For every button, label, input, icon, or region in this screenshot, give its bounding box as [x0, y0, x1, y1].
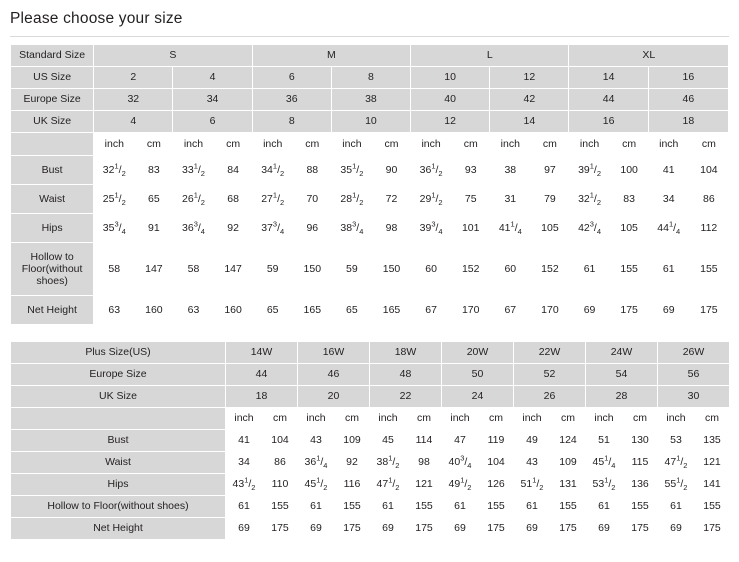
row-label-hips: Hips	[11, 474, 226, 496]
cell-hollow: 147	[214, 243, 252, 296]
cell-hips: 96	[293, 214, 331, 243]
cell-waist: $38^1/_2$	[370, 452, 407, 474]
cell-net-height: 67	[411, 296, 452, 325]
table-row-europe-size-plus	[11, 364, 730, 386]
cell-hollow: 155	[551, 496, 586, 518]
cell-hips: 105	[531, 214, 569, 243]
cell-bust: 47	[442, 430, 479, 452]
cell-waist: 121	[695, 452, 730, 474]
cell-hollow: 155	[263, 496, 298, 518]
cell-hollow: 155	[695, 496, 730, 518]
cell-hollow: 155	[610, 243, 648, 296]
cell-waist: $45^1/_4$	[586, 452, 623, 474]
cell-hips: $42^3/_4$	[569, 214, 610, 243]
cell-net-height: 175	[407, 518, 442, 540]
cell-waist: 86	[263, 452, 298, 474]
cell-hollow: 150	[372, 243, 410, 296]
cell-net-height: 175	[623, 518, 658, 540]
cell-us-size: 12	[490, 67, 569, 89]
cell-net-height: 165	[293, 296, 331, 325]
cell-net-height: 175	[263, 518, 298, 540]
cell-net-height: 69	[586, 518, 623, 540]
cell-bust: 119	[479, 430, 514, 452]
size-letter-m: M	[252, 45, 410, 67]
cell-unit: cm	[335, 408, 370, 430]
cell-unit: cm	[135, 133, 173, 156]
cell-net-height: 69	[648, 296, 689, 325]
row-label-hollow-to-floor: Hollow to Floor(without shoes)	[11, 496, 226, 518]
cell-net-height: 170	[531, 296, 569, 325]
cell-hollow: 152	[531, 243, 569, 296]
cell-waist: 43	[514, 452, 551, 474]
cell-net-height: 175	[689, 296, 728, 325]
cell-net-height: 69	[569, 296, 610, 325]
cell-net-height: 160	[135, 296, 173, 325]
cell-hips: $49^1/_2$	[442, 474, 479, 496]
cell-unit: inch	[370, 408, 407, 430]
cell-hollow: 155	[689, 243, 728, 296]
cell-bust: 45	[370, 430, 407, 452]
cell-europe-size: 44	[569, 89, 648, 111]
cell-hips: 131	[551, 474, 586, 496]
cell-hips: 98	[372, 214, 410, 243]
cell-net-height: 69	[298, 518, 335, 540]
cell-europe-size: 56	[658, 364, 730, 386]
cell-waist: 75	[452, 185, 490, 214]
cell-unit: cm	[407, 408, 442, 430]
row-label-units	[11, 408, 226, 430]
table-row-uk-size-plus	[11, 386, 730, 408]
cell-europe-size: 32	[94, 89, 173, 111]
cell-hollow: 61	[226, 496, 263, 518]
cell-bust: 49	[514, 430, 551, 452]
table-row-waist-plus	[11, 452, 730, 474]
cell-bust: 124	[551, 430, 586, 452]
cell-waist: 115	[623, 452, 658, 474]
cell-unit: cm	[551, 408, 586, 430]
row-label-bust: Bust	[11, 430, 226, 452]
cell-net-height: 175	[551, 518, 586, 540]
cell-unit: cm	[610, 133, 648, 156]
cell-uk-size: 14	[490, 111, 569, 133]
row-label-uk-size: UK Size	[11, 386, 226, 408]
table-row-bust-plus	[11, 430, 730, 452]
cell-uk-size: 20	[298, 386, 370, 408]
cell-hips: $37^3/_4$	[252, 214, 293, 243]
cell-hollow: 60	[411, 243, 452, 296]
cell-hollow: 61	[569, 243, 610, 296]
cell-bust: $33^1/_2$	[173, 156, 214, 185]
cell-hollow: 59	[252, 243, 293, 296]
cell-hips: 136	[623, 474, 658, 496]
cell-hollow: 61	[514, 496, 551, 518]
cell-hips: 121	[407, 474, 442, 496]
cell-hips: $45^1/_2$	[298, 474, 335, 496]
cell-plus-size: 14W	[226, 342, 298, 364]
cell-uk-size: 12	[411, 111, 490, 133]
cell-unit: inch	[586, 408, 623, 430]
cell-bust: 109	[335, 430, 370, 452]
cell-hips: $44^1/_4$	[648, 214, 689, 243]
cell-europe-size: 52	[514, 364, 586, 386]
cell-uk-size: 6	[173, 111, 252, 133]
size-letter-l: L	[411, 45, 569, 67]
cell-bust: 51	[586, 430, 623, 452]
cell-hollow: 61	[298, 496, 335, 518]
cell-hips: $35^3/_4$	[94, 214, 135, 243]
row-label-waist: Waist	[11, 452, 226, 474]
cell-waist: $36^1/_4$	[298, 452, 335, 474]
cell-waist: 72	[372, 185, 410, 214]
cell-net-height: 63	[94, 296, 135, 325]
cell-bust: 97	[531, 156, 569, 185]
cell-uk-size: 24	[442, 386, 514, 408]
row-label-bust: Bust	[11, 156, 94, 185]
cell-net-height: 67	[490, 296, 531, 325]
cell-hollow: 147	[135, 243, 173, 296]
table-row-hollow-to-floor	[11, 243, 729, 296]
cell-net-height: 69	[226, 518, 263, 540]
cell-net-height: 175	[335, 518, 370, 540]
table-row-bust	[11, 156, 729, 185]
cell-hips: $47^1/_2$	[370, 474, 407, 496]
cell-hips: $38^3/_4$	[331, 214, 372, 243]
cell-europe-size: 40	[411, 89, 490, 111]
cell-plus-size: 18W	[370, 342, 442, 364]
cell-net-height: 63	[173, 296, 214, 325]
cell-europe-size: 34	[173, 89, 252, 111]
cell-unit: cm	[695, 408, 730, 430]
cell-waist: $32^1/_2$	[569, 185, 610, 214]
cell-unit: inch	[648, 133, 689, 156]
row-label-europe-size: Europe Size	[11, 364, 226, 386]
cell-hips: 91	[135, 214, 173, 243]
row-label-plus-size: Plus Size(US)	[11, 342, 226, 364]
cell-hips: 126	[479, 474, 514, 496]
cell-net-height: 175	[695, 518, 730, 540]
cell-hips: 92	[214, 214, 252, 243]
row-label-hollow-to-floor: Hollow to Floor(without shoes)	[11, 243, 94, 296]
cell-europe-size: 42	[490, 89, 569, 111]
cell-bust: $39^1/_2$	[569, 156, 610, 185]
cell-europe-size: 38	[331, 89, 410, 111]
cell-us-size: 8	[331, 67, 410, 89]
cell-us-size: 14	[569, 67, 648, 89]
table-row-us-size	[11, 67, 729, 89]
cell-waist: 109	[551, 452, 586, 474]
cell-net-height: 69	[370, 518, 407, 540]
size-letter-xl: XL	[569, 45, 729, 67]
cell-bust: 130	[623, 430, 658, 452]
table-row-standard-size	[11, 45, 729, 67]
cell-waist: 83	[610, 185, 648, 214]
row-label-us-size: US Size	[11, 67, 94, 89]
cell-waist: $47^1/_2$	[658, 452, 695, 474]
cell-bust: 114	[407, 430, 442, 452]
cell-waist: $40^3/_4$	[442, 452, 479, 474]
cell-unit: inch	[94, 133, 135, 156]
table-row-hollow-to-floor-plus	[11, 496, 730, 518]
cell-hips: $39^3/_4$	[411, 214, 452, 243]
cell-bust: 83	[135, 156, 173, 185]
table-row-net-height-plus	[11, 518, 730, 540]
cell-waist: 65	[135, 185, 173, 214]
cell-unit: cm	[263, 408, 298, 430]
cell-europe-size: 50	[442, 364, 514, 386]
cell-plus-size: 22W	[514, 342, 586, 364]
cell-hollow: 61	[648, 243, 689, 296]
cell-waist: $26^1/_2$	[173, 185, 214, 214]
cell-bust: 93	[452, 156, 490, 185]
cell-net-height: 170	[452, 296, 490, 325]
cell-hips: 112	[689, 214, 728, 243]
cell-uk-size: 4	[94, 111, 173, 133]
cell-us-size: 16	[648, 67, 728, 89]
cell-unit: cm	[531, 133, 569, 156]
cell-hips: $36^3/_4$	[173, 214, 214, 243]
cell-plus-size: 24W	[586, 342, 658, 364]
cell-hollow: 61	[658, 496, 695, 518]
cell-plus-size: 26W	[658, 342, 730, 364]
cell-waist: $28^1/_2$	[331, 185, 372, 214]
cell-waist: 68	[214, 185, 252, 214]
cell-waist: $27^1/_2$	[252, 185, 293, 214]
cell-uk-size: 8	[252, 111, 331, 133]
cell-unit: cm	[623, 408, 658, 430]
table-row-waist	[11, 185, 729, 214]
cell-bust: $35^1/_2$	[331, 156, 372, 185]
cell-net-height: 65	[252, 296, 293, 325]
cell-net-height: 165	[372, 296, 410, 325]
cell-hollow: 152	[452, 243, 490, 296]
cell-hollow: 155	[335, 496, 370, 518]
cell-uk-size: 10	[331, 111, 410, 133]
cell-hollow: 59	[331, 243, 372, 296]
cell-hips: $41^1/_4$	[490, 214, 531, 243]
cell-uk-size: 30	[658, 386, 730, 408]
cell-waist: 86	[689, 185, 728, 214]
cell-waist: 92	[335, 452, 370, 474]
cell-unit: inch	[331, 133, 372, 156]
cell-unit: cm	[372, 133, 410, 156]
cell-bust: $34^1/_2$	[252, 156, 293, 185]
size-chart-plus	[10, 341, 730, 540]
cell-europe-size: 54	[586, 364, 658, 386]
cell-waist: 70	[293, 185, 331, 214]
cell-bust: 104	[689, 156, 728, 185]
row-label-units	[11, 133, 94, 156]
cell-unit: cm	[479, 408, 514, 430]
cell-hollow: 155	[623, 496, 658, 518]
table-row-plus-size	[11, 342, 730, 364]
cell-unit: inch	[569, 133, 610, 156]
cell-hips: 116	[335, 474, 370, 496]
cell-bust: 43	[298, 430, 335, 452]
cell-waist: $25^1/_2$	[94, 185, 135, 214]
row-label-net-height: Net Height	[11, 518, 226, 540]
size-chart-standard-wrap	[0, 37, 739, 325]
cell-unit: cm	[214, 133, 252, 156]
cell-hips: 141	[695, 474, 730, 496]
size-chart-standard	[10, 44, 729, 325]
cell-unit: inch	[514, 408, 551, 430]
cell-hips: $55^1/_2$	[658, 474, 695, 496]
table-row-europe-size	[11, 89, 729, 111]
cell-net-height: 65	[331, 296, 372, 325]
cell-hollow: 155	[407, 496, 442, 518]
row-label-europe-size: Europe Size	[11, 89, 94, 111]
cell-hips: 105	[610, 214, 648, 243]
cell-us-size: 10	[411, 67, 490, 89]
cell-net-height: 160	[214, 296, 252, 325]
cell-hips: 110	[263, 474, 298, 496]
cell-hollow: 61	[442, 496, 479, 518]
cell-bust: 38	[490, 156, 531, 185]
row-label-uk-size: UK Size	[11, 111, 94, 133]
cell-uk-size: 28	[586, 386, 658, 408]
cell-net-height: 175	[610, 296, 648, 325]
cell-bust: $32^1/_2$	[94, 156, 135, 185]
cell-bust: 41	[648, 156, 689, 185]
cell-hollow: 58	[94, 243, 135, 296]
cell-bust: 41	[226, 430, 263, 452]
cell-us-size: 4	[173, 67, 252, 89]
cell-waist: 34	[648, 185, 689, 214]
cell-plus-size: 20W	[442, 342, 514, 364]
row-label-hips: Hips	[11, 214, 94, 243]
cell-unit: inch	[173, 133, 214, 156]
cell-unit: cm	[452, 133, 490, 156]
cell-bust: 88	[293, 156, 331, 185]
cell-hollow: 155	[479, 496, 514, 518]
cell-plus-size: 16W	[298, 342, 370, 364]
cell-unit: cm	[293, 133, 331, 156]
cell-waist: 104	[479, 452, 514, 474]
cell-bust: 100	[610, 156, 648, 185]
cell-unit: inch	[411, 133, 452, 156]
row-label-standard-size: Standard Size	[11, 45, 94, 67]
row-label-net-height: Net Height	[11, 296, 94, 325]
cell-uk-size: 16	[569, 111, 648, 133]
cell-hips: 101	[452, 214, 490, 243]
cell-hips: $51^1/_2$	[514, 474, 551, 496]
cell-uk-size: 18	[648, 111, 728, 133]
cell-hollow: 61	[370, 496, 407, 518]
cell-waist: 98	[407, 452, 442, 474]
cell-unit: inch	[442, 408, 479, 430]
cell-hollow: 150	[293, 243, 331, 296]
cell-net-height: 175	[479, 518, 514, 540]
cell-waist: $29^1/_2$	[411, 185, 452, 214]
cell-waist: 34	[226, 452, 263, 474]
cell-hollow: 58	[173, 243, 214, 296]
cell-unit: inch	[658, 408, 695, 430]
cell-europe-size: 44	[226, 364, 298, 386]
cell-unit: cm	[689, 133, 728, 156]
cell-net-height: 69	[442, 518, 479, 540]
cell-bust: $36^1/_2$	[411, 156, 452, 185]
cell-europe-size: 36	[252, 89, 331, 111]
table-row-uk-size	[11, 111, 729, 133]
cell-unit: inch	[226, 408, 263, 430]
cell-hollow: 61	[586, 496, 623, 518]
table-row-hips	[11, 214, 729, 243]
table-row-hips-plus	[11, 474, 730, 496]
cell-hips: $43^1/_2$	[226, 474, 263, 496]
cell-bust: 104	[263, 430, 298, 452]
cell-net-height: 69	[658, 518, 695, 540]
size-chart-plus-wrap	[0, 325, 739, 540]
cell-us-size: 2	[94, 67, 173, 89]
cell-bust: 53	[658, 430, 695, 452]
table-row-units	[11, 133, 729, 156]
cell-bust: 84	[214, 156, 252, 185]
cell-bust: 90	[372, 156, 410, 185]
table-row-net-height	[11, 296, 729, 325]
row-label-waist: Waist	[11, 185, 94, 214]
cell-europe-size: 46	[648, 89, 728, 111]
cell-unit: inch	[298, 408, 335, 430]
cell-waist: 79	[531, 185, 569, 214]
cell-europe-size: 48	[370, 364, 442, 386]
cell-net-height: 69	[514, 518, 551, 540]
cell-uk-size: 18	[226, 386, 298, 408]
page-title: Please choose your size	[10, 10, 183, 27]
cell-bust: 135	[695, 430, 730, 452]
cell-hollow: 60	[490, 243, 531, 296]
size-letter-s: S	[94, 45, 252, 67]
cell-unit: inch	[490, 133, 531, 156]
table-row-units-plus	[11, 408, 730, 430]
cell-us-size: 6	[252, 67, 331, 89]
cell-uk-size: 26	[514, 386, 586, 408]
cell-unit: inch	[252, 133, 293, 156]
cell-europe-size: 46	[298, 364, 370, 386]
cell-waist: 31	[490, 185, 531, 214]
cell-hips: $53^1/_2$	[586, 474, 623, 496]
cell-uk-size: 22	[370, 386, 442, 408]
